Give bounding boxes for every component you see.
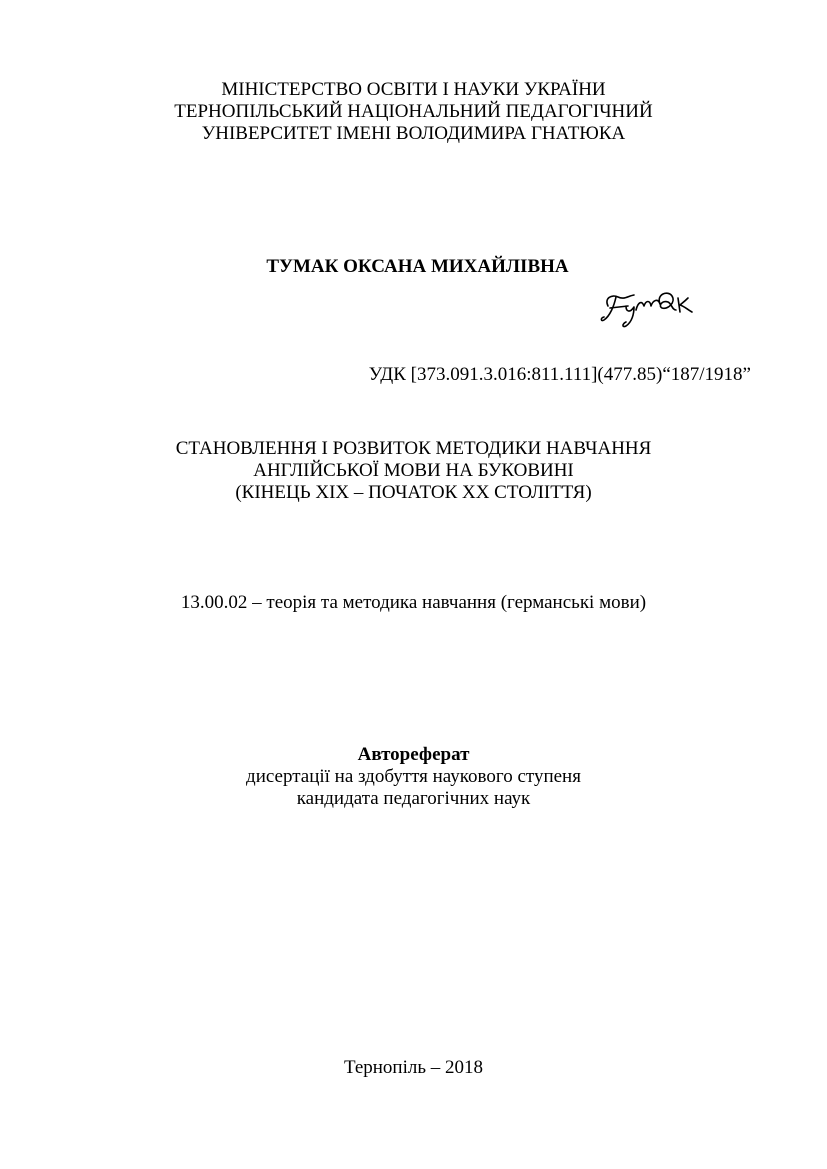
abstract-heading: Автореферат bbox=[357, 744, 470, 765]
udk-code: УДК [373.091.3.016:811.111](477.85)“187/1918” bbox=[368, 364, 751, 385]
author-signature bbox=[598, 288, 708, 330]
title-line-2: АНГЛІЙСЬКОЇ МОВИ НА БУКОВИНІ bbox=[253, 460, 574, 481]
ministry-header bbox=[0, 79, 827, 145]
specialty-code: 13.00.02 – теорія та методика навчання (германські мови) bbox=[180, 592, 647, 613]
author-name: ТУМАК ОКСАНА МИХАЙЛІВНА bbox=[266, 256, 569, 277]
ministry-line-3: УНІВЕРСИТЕТ ІМЕНІ ВОЛОДИМИРА ГНАТЮКА bbox=[201, 123, 626, 144]
abstract-line-2: кандидата педагогічних наук bbox=[296, 788, 531, 809]
ministry-line-1: МІНІСТЕРСТВО ОСВІТИ І НАУКИ УКРАЇНИ bbox=[221, 79, 606, 100]
ministry-line-2: ТЕРНОПІЛЬСЬКИЙ НАЦІОНАЛЬНИЙ ПЕДАГОГІЧНИЙ bbox=[174, 101, 653, 122]
city-year: Тернопіль – 2018 bbox=[343, 1057, 484, 1078]
dissertation-title bbox=[0, 438, 827, 504]
abstract-section bbox=[0, 744, 827, 810]
abstract-line-1: дисертації на здобуття наукового ступеня bbox=[246, 766, 581, 787]
title-line-3: (КІНЕЦЬ XIX – ПОЧАТОК XX СТОЛІТТЯ) bbox=[235, 482, 592, 503]
title-line-1: СТАНОВЛЕННЯ І РОЗВИТОК МЕТОДИКИ НАВЧАННЯ bbox=[175, 438, 652, 459]
